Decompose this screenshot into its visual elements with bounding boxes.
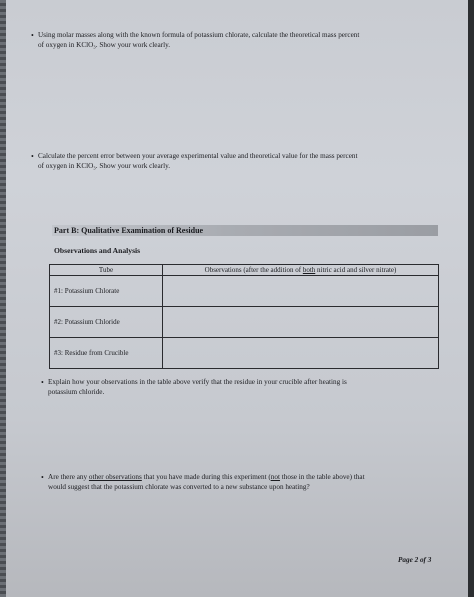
header-tube: Tube bbox=[50, 265, 163, 276]
question-verify-residue bbox=[41, 378, 347, 397]
header-observations bbox=[163, 265, 439, 276]
tube-label: #2: Potassium Chloride bbox=[50, 307, 163, 338]
bullet-icon: • bbox=[31, 152, 34, 161]
header-text-underlined: both bbox=[302, 266, 316, 274]
question-line: of oxygen in KClO₃. Show your work clearly. bbox=[38, 161, 170, 170]
question-text-underlined: other observations bbox=[88, 473, 142, 481]
question-line: Explain how your observations in the table above verify that the residue in your crucible after heating is bbox=[48, 378, 347, 386]
question-line: Using molar masses along with the known formula of potassium chlorate, calculate the theoretical mass percent bbox=[38, 31, 360, 39]
observations-table bbox=[49, 264, 439, 369]
question-line: would suggest that the potassium chlorate was converted to a new substance upon heating? bbox=[48, 482, 310, 491]
question-text: those in the table above) that bbox=[279, 473, 365, 481]
question-other-observations bbox=[41, 473, 365, 492]
page-edge-right bbox=[468, 0, 474, 597]
question-percent-error bbox=[31, 152, 358, 171]
observation-cell[interactable] bbox=[163, 276, 439, 307]
question-line: potassium chloride. bbox=[48, 387, 105, 396]
section-subtitle: Observations and Analysis bbox=[54, 246, 141, 255]
question-text: Are there any bbox=[48, 473, 89, 481]
observation-cell[interactable] bbox=[163, 338, 439, 369]
header-text: nitric acid and silver nitrate) bbox=[315, 266, 397, 274]
question-line: Calculate the percent error between your average experimental value and theoretical value for the mass percent bbox=[38, 152, 358, 160]
question-theoretical-mass-percent bbox=[31, 31, 360, 50]
table-row bbox=[50, 338, 439, 369]
bullet-icon: • bbox=[41, 473, 44, 482]
question-line: of oxygen in KClO₃. Show your work clearly. bbox=[38, 40, 170, 49]
table-row bbox=[50, 276, 439, 307]
worksheet-page bbox=[6, 0, 468, 597]
question-text: that you have made during this experiment ( bbox=[141, 473, 271, 481]
tube-label: #3: Residue from Crucible bbox=[50, 338, 163, 369]
section-title: Part B: Qualitative Examination of Residue bbox=[54, 226, 204, 235]
tube-label: #1: Potassium Chlorate bbox=[50, 276, 163, 307]
page-number: Page 2 of 3 bbox=[398, 556, 432, 564]
table-row bbox=[50, 307, 439, 338]
header-text: Observations (after the addition of bbox=[204, 266, 303, 274]
observation-cell[interactable] bbox=[163, 307, 439, 338]
bullet-icon: • bbox=[31, 31, 34, 40]
question-text-underlined: not bbox=[270, 473, 280, 481]
bullet-icon: • bbox=[41, 378, 44, 387]
question-line bbox=[48, 473, 365, 483]
table-header-row bbox=[50, 265, 439, 276]
